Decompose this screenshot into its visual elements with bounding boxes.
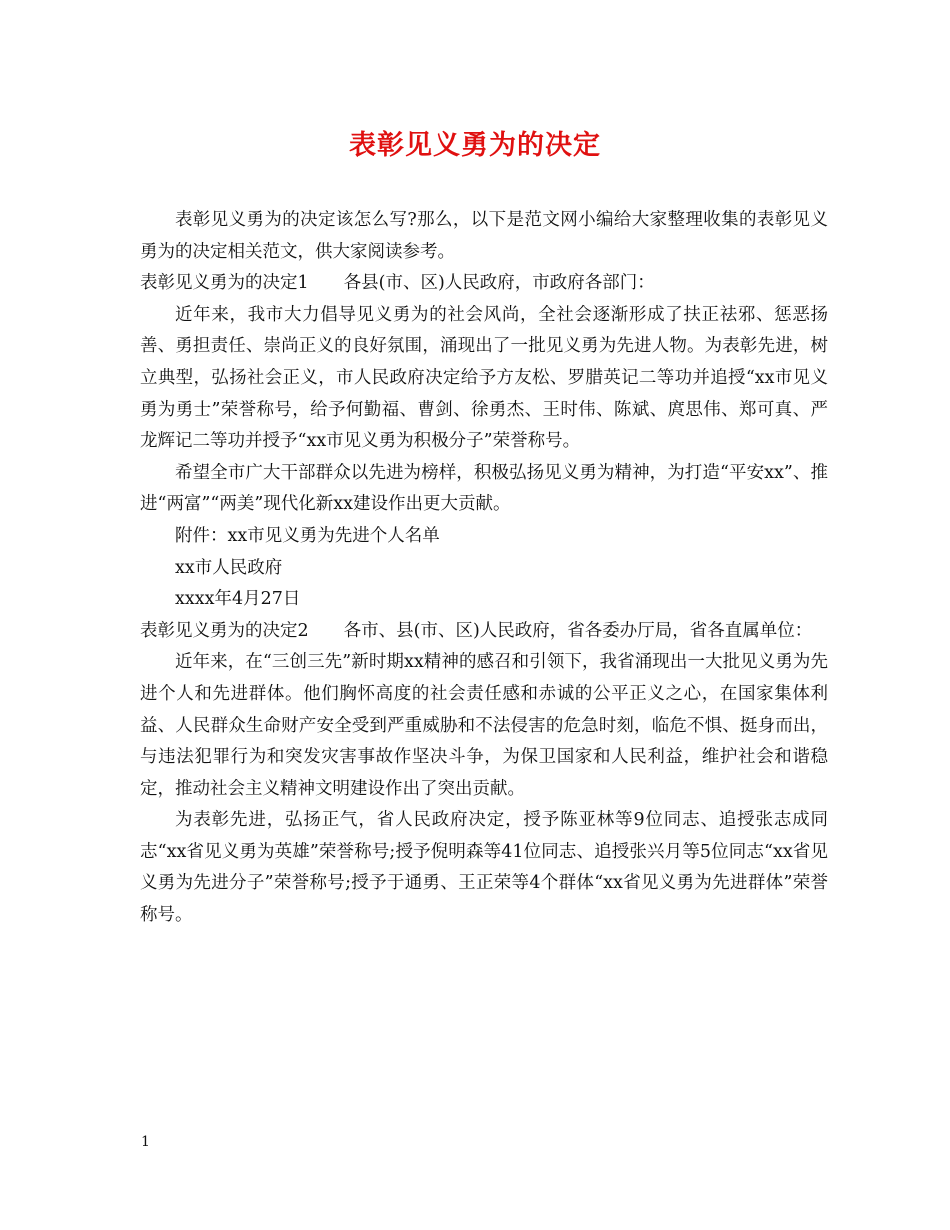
decision-2-award-paragraph: 为表彰先进，弘扬正气，省人民政府决定，授予陈亚林等9位同志、追授张志成同志“xx省见义勇为英雄”荣誉称号;授予倪明森等41位同志、追授张兴月等5位同志“xx省见义勇为先进分子”荣誉称号;授予于通勇、王正荣等4个群体“xx省见义勇为先进群体”荣誉称号。 — [140, 810, 828, 926]
decision-2-paragraph: 近年来，在“三创三先”新时期xx精神的感召和引领下，我省涌现出一大批见义勇为先进个人和先进群体。他们胸怀高度的社会责任感和赤诚的公平正义之心，在国家集体利益、人民群众生命财产安全受到严重威胁和不法侵害的危急时刻，临危不惧、挺身而出，与违法犯罪行为和突发灾害事故作坚决斗争，为保卫国家和人民利益，维护社会和谐稳定，推动社会主义精神文明建设作出了突出贡献。 — [140, 652, 828, 799]
decision-1-issuer: xx市人民政府 — [175, 557, 283, 578]
document-title: 表彰见义勇为的决定 — [349, 130, 601, 161]
decision-2-heading: 表彰见义勇为的决定2 各市、县(市、区)人民政府，省各委办厅局，省各直属单位： — [140, 620, 813, 641]
page-number: 1 — [141, 1134, 150, 1150]
decision-1-paragraph: 近年来，我市大力倡导见义勇为的社会风尚，全社会逐渐形成了扶正祛邪、惩恶扬善、勇担责任、崇尚正义的良好氛围，涌现出了一批见义勇为先进人物。为表彰先进，树立典型，弘扬社会正义，市人民政府决定给予方友松、罗腊英记二等功并追授“xx市见义勇为勇士”荣誉称号，给予何勤福、曹剑、徐勇杰、王时伟、陈斌、庹思伟、郑可真、严龙辉记二等功并授予“xx市见义勇为积极分子”荣誉称号。 — [140, 304, 828, 452]
decision-1-date: xxxx年4月27日 — [175, 589, 301, 610]
decision-1-hope-paragraph: 希望全市广大干部群众以先进为榜样，积极弘扬见义勇为精神，为打造“平安xx”、推进“两富”“两美”现代化新xx建设作出更大贡献。 — [140, 462, 828, 515]
decision-1-attachment: 附件：xx市见义勇为先进个人名单 — [175, 525, 440, 546]
document-body — [140, 205, 828, 932]
intro-paragraph: 表彰见义勇为的决定该怎么写?那么，以下是范文网小编给大家整理收集的表彰见义勇为的决定相关范文，供大家阅读参考。 — [140, 210, 828, 262]
decision-1-heading: 表彰见义勇为的决定1 各县(市、区)人民政府，市政府各部门： — [140, 273, 655, 294]
